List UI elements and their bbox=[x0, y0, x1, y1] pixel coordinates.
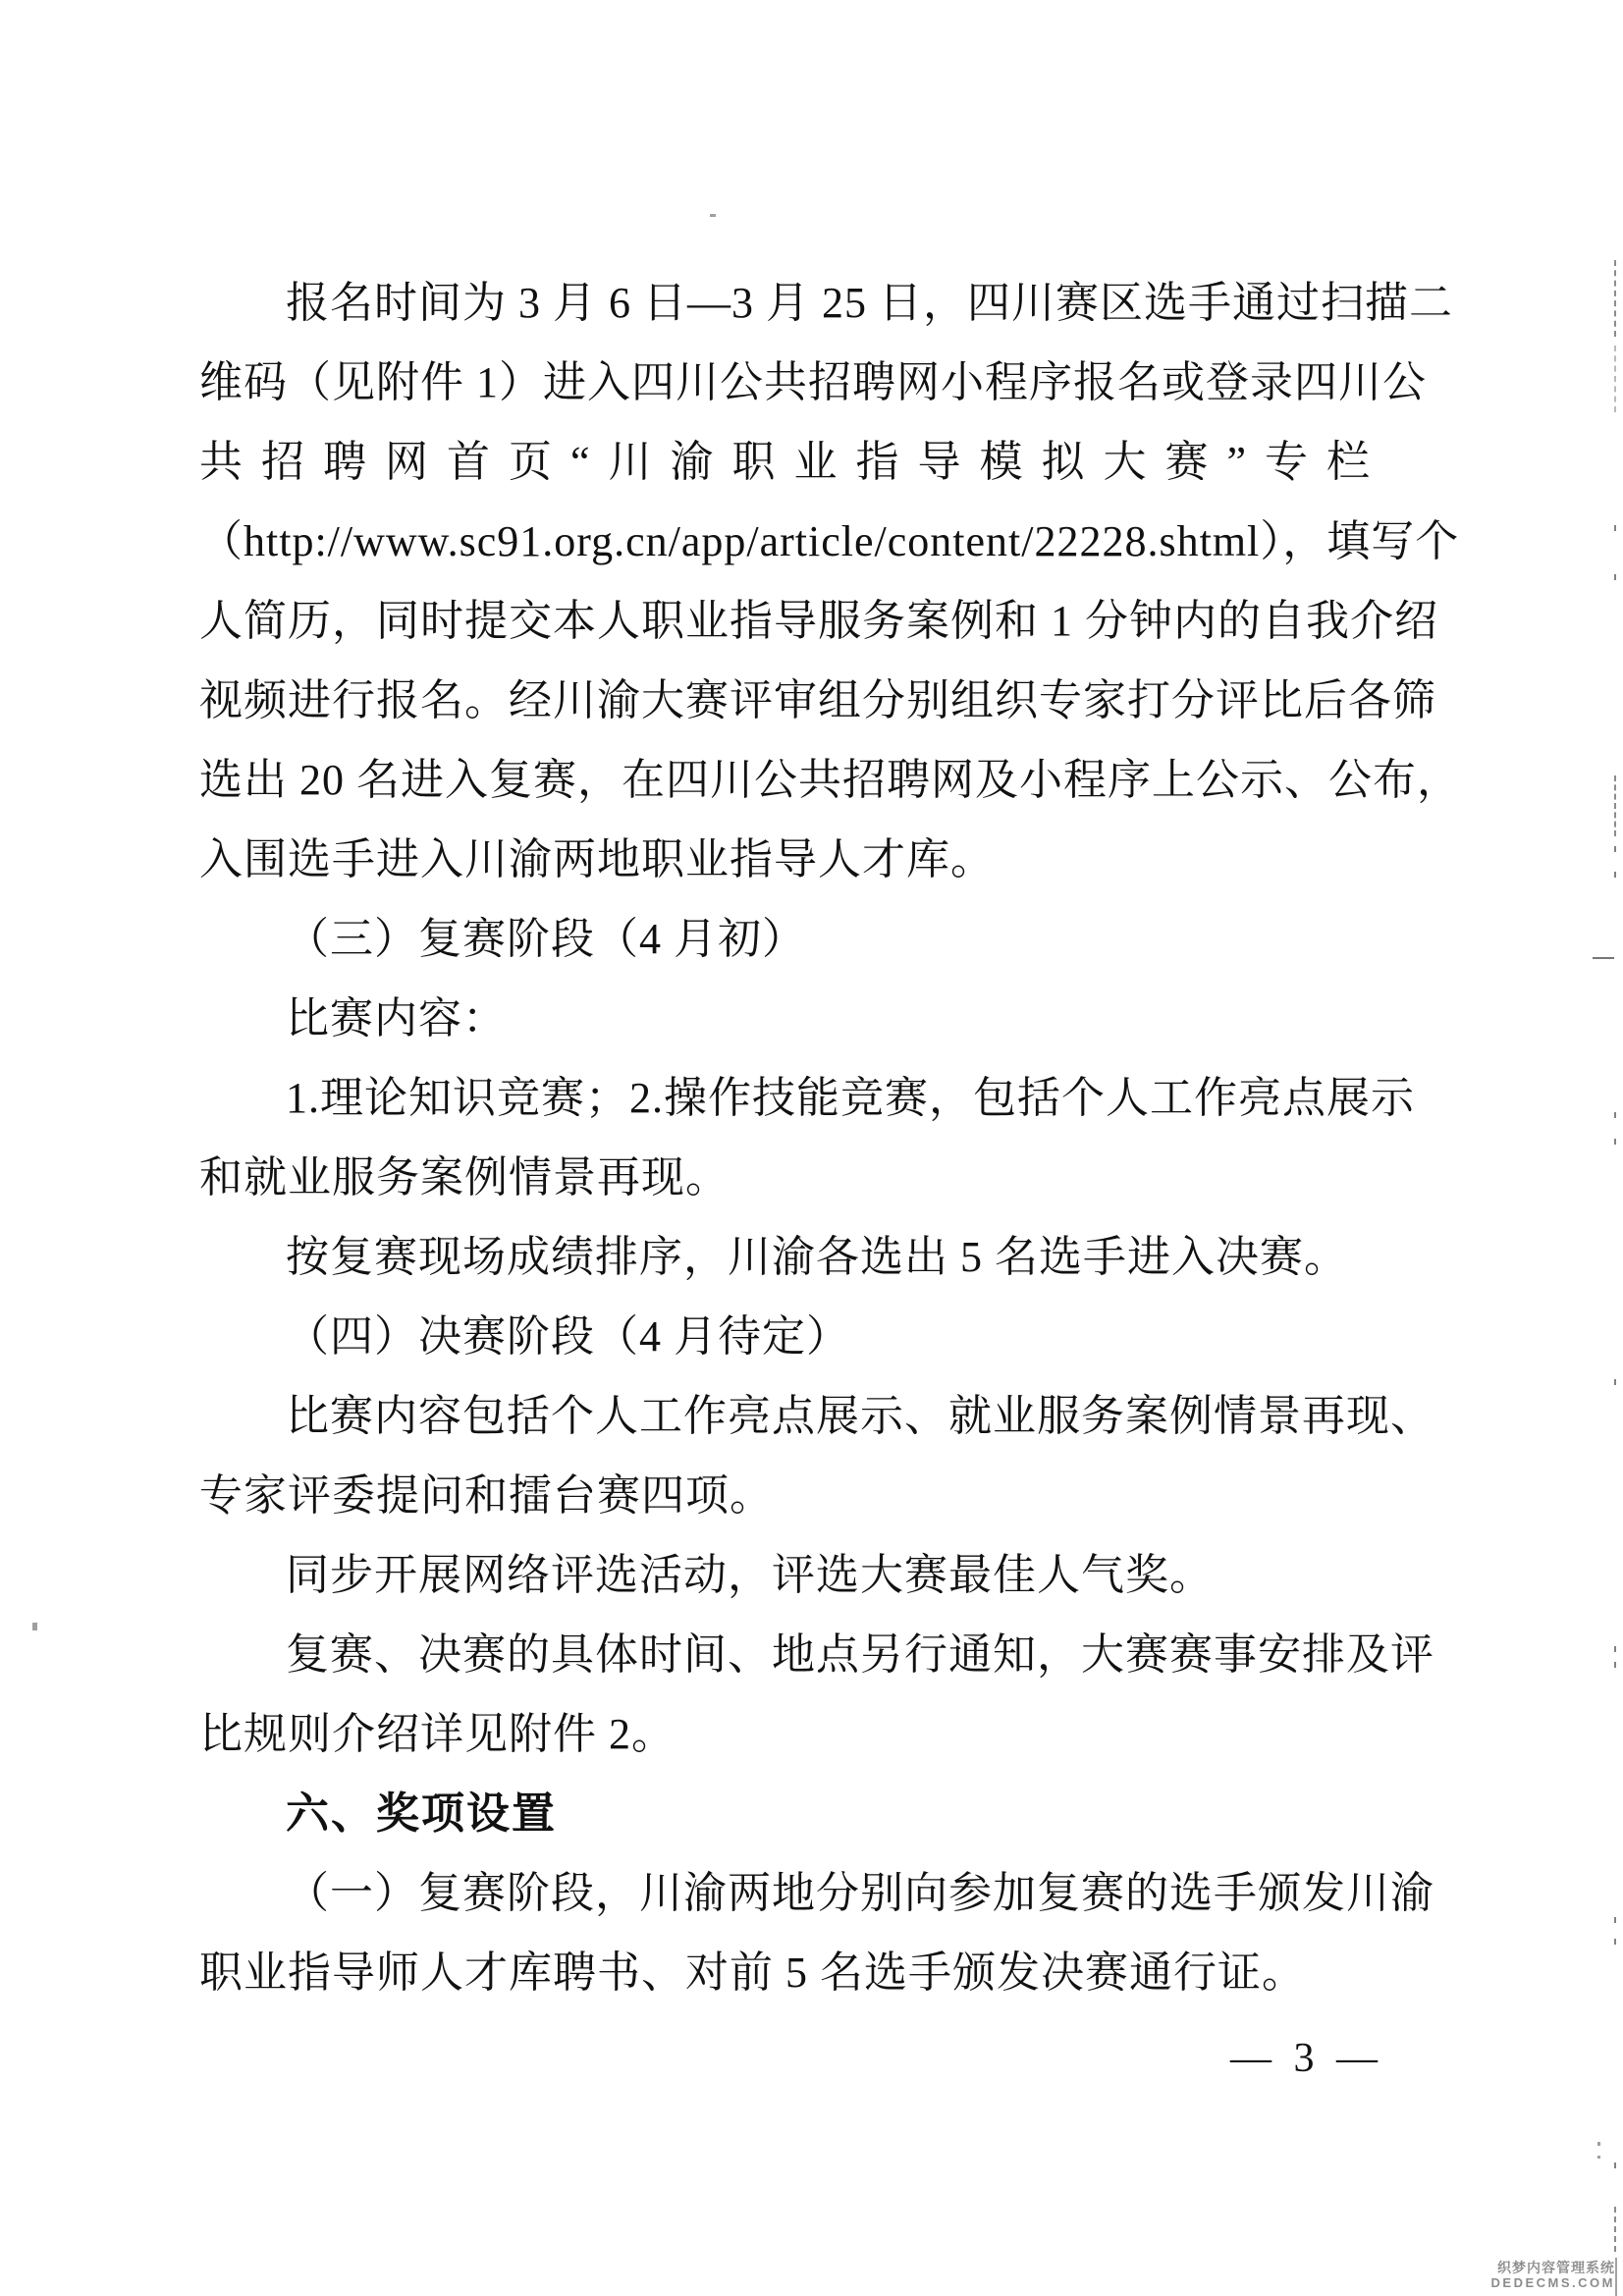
watermark-en-text: DEDECMS.COM bbox=[1490, 2275, 1615, 2290]
body-line: 视频进行报名。经川渝大赛评审组分别组织专家打分评比后各筛 bbox=[199, 676, 1436, 724]
scan-artifact bbox=[1614, 346, 1616, 412]
subsection-heading-final: （四）决赛阶段（4 月待定） bbox=[286, 1312, 850, 1361]
scan-artifact bbox=[1614, 1139, 1616, 1145]
body-line: 人简历，同时提交本人职业指导服务案例和 1 分钟内的自我介绍 bbox=[199, 597, 1438, 645]
scan-artifact bbox=[1614, 1379, 1616, 1385]
scan-artifact bbox=[1597, 2142, 1600, 2146]
scan-artifact bbox=[32, 1623, 37, 1630]
scan-artifact bbox=[1614, 574, 1616, 580]
body-line: 职业指导师人才库聘书、对前 5 名选手颁发决赛通行证。 bbox=[199, 1949, 1306, 1997]
subsection-heading-semifinal: （三）复赛阶段（4 月初） bbox=[286, 915, 806, 963]
body-line: 同步开展网络评选活动，评选大赛最佳人气奖。 bbox=[286, 1551, 1214, 1599]
page-number: — 3 — bbox=[1230, 2036, 1383, 2081]
body-line-url: （http://www.sc91.org.cn/app/article/content/22228.shtml），填写个 bbox=[199, 517, 1460, 565]
body-line: 入围选手进入川渝两地职业指导人才库。 bbox=[199, 835, 995, 883]
scan-artifact bbox=[1614, 1646, 1616, 1652]
body-line: 和就业服务案例情景再现。 bbox=[199, 1153, 730, 1201]
scan-artifact bbox=[1614, 1939, 1616, 1945]
scan-artifact bbox=[1597, 2156, 1600, 2159]
scan-artifact bbox=[1593, 957, 1614, 959]
scan-artifact bbox=[1614, 2207, 1616, 2252]
watermark bbox=[1491, 2260, 1615, 2290]
scan-artifact bbox=[1614, 1112, 1616, 1118]
body-line: 比赛内容包括个人工作亮点展示、就业服务案例情景再现、 bbox=[286, 1392, 1434, 1440]
body-line: 专家评委提问和擂台赛四项。 bbox=[199, 1471, 774, 1520]
watermark-cn-text: 织梦内容管理系统 bbox=[1497, 2260, 1615, 2275]
section-heading-awards: 六、奖项设置 bbox=[286, 1789, 557, 1838]
scan-artifact bbox=[1614, 846, 1616, 852]
scan-artifact bbox=[1614, 872, 1616, 878]
body-line: 选出 20 名进入复赛，在四川公共招聘网及小程序上公示、公布， bbox=[199, 756, 1461, 804]
body-line: 维码（见附件 1）进入四川公共招聘网小程序报名或登录四川公 bbox=[199, 358, 1427, 406]
body-line: 比赛内容： bbox=[286, 994, 507, 1042]
scan-artifact bbox=[1615, 2258, 1617, 2296]
scan-artifact bbox=[1614, 2163, 1616, 2168]
body-line: 比规则介绍详见附件 2。 bbox=[199, 1710, 676, 1758]
body-line: 按复赛现场成绩排序，川渝各选出 5 名选手进入决赛。 bbox=[286, 1233, 1348, 1281]
document-body bbox=[199, 263, 1461, 2012]
scan-artifact bbox=[1614, 260, 1616, 337]
scan-artifact bbox=[1614, 1662, 1616, 1668]
body-line: 1.理论知识竞赛；2.操作技能竞赛，包括个人工作亮点展示 bbox=[286, 1074, 1415, 1122]
body-line: （一）复赛阶段，川渝两地分别向参加复赛的选手颁发川渝 bbox=[286, 1869, 1434, 1917]
scan-artifact bbox=[1614, 1917, 1616, 1923]
body-line: 共招聘网首页“川渝职业指导模拟大赛”专栏 bbox=[199, 438, 1389, 486]
scan-artifact bbox=[1614, 775, 1616, 836]
body-line: 复赛、决赛的具体时间、地点另行通知，大赛赛事安排及评 bbox=[286, 1630, 1434, 1679]
scan-artifact bbox=[710, 214, 716, 217]
body-line: 报名时间为 3 月 6 日—3 月 25 日，四川赛区选手通过扫描二 bbox=[286, 279, 1453, 327]
scan-artifact bbox=[1614, 525, 1616, 531]
